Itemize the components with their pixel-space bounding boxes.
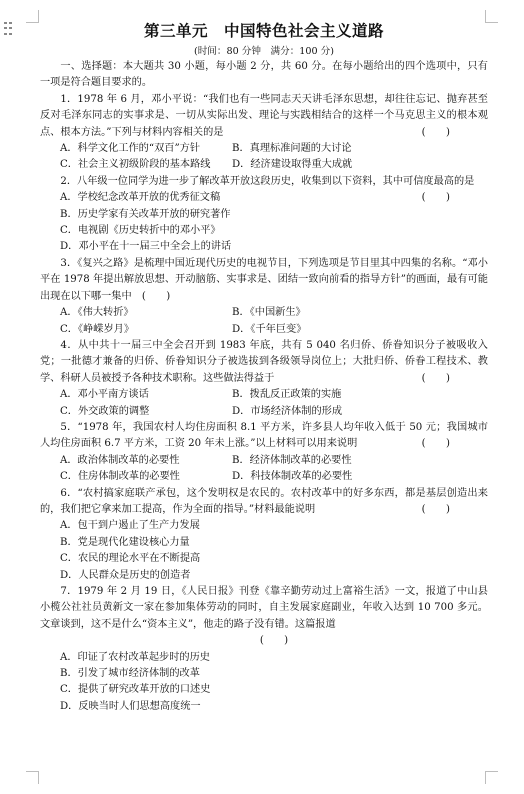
option-d[interactable]: D．科技体制改革的必要性 xyxy=(232,471,353,483)
question-3-options-row1 xyxy=(40,305,488,321)
question-3-stem: 3．《复兴之路》是梳理中国近现代历史的电视节目，下列选项是节目里其中四集的名称。“邓小平在 1978 年提出解放思想、开动脑筋、实事求是、团结一致向前看的指导方针”的画面，最有可能出现在以下哪一集中 ( ) xyxy=(40,257,488,302)
question-6-stem: 6．“农村搞家庭联产承包，这个发明权是农民的。农村改革中的好多东西，都是基层创造出来的，我们把它拿来加工提高，作为全面的指导。”材料最能说明 ( ) xyxy=(40,486,488,519)
answer-bracket: ( ) xyxy=(421,503,450,515)
option-b[interactable]: B．《中国新生》 xyxy=(232,307,306,319)
option-c[interactable]: C．农民的理论水平在不断提高 xyxy=(60,553,201,565)
question-4-stem: 4．从中共十一届三中全会召开到 1983 年底，共有 5 040 名归侨、侨眷知识分子被吸收入党；一批德才兼备的归侨、侨眷知识分子被选拔到各级领导岗位上；大批归侨、侨眷工程技术、教学、科研人员被授予各种技术职称。这些做法得益于 ( ) xyxy=(40,338,488,387)
question-5-options-row1 xyxy=(40,453,488,469)
crop-mark-top-left xyxy=(26,10,39,23)
option-d[interactable]: D．人民群众是历史的创造者 xyxy=(60,569,191,581)
option-b[interactable]: B．党是现代化建设核心力量 xyxy=(60,536,190,548)
answer-bracket: ( ) xyxy=(421,372,450,384)
option-d[interactable]: D．经济建设取得重大成就 xyxy=(232,159,353,171)
option-a[interactable]: A．邓小平南方谈话 xyxy=(60,389,149,401)
question-3-options-row2 xyxy=(40,322,488,338)
option-c[interactable]: C．《峥嵘岁月》 xyxy=(60,323,135,335)
option-a[interactable]: A．包干到户遏止了生产力发展 xyxy=(60,520,200,532)
page-title: 第三单元 中国特色社会主义道路 xyxy=(143,22,384,40)
option-d[interactable]: D．邓小平在十一届三中全会上的讲话 xyxy=(60,241,232,253)
option-d[interactable]: D．《千年巨变》 xyxy=(232,323,307,335)
answer-bracket: ( ) xyxy=(259,635,289,647)
question-7-stem: 7．1979 年 2 月 19 日，《人民日报》刊登《靠辛勤劳动过上富裕生活》一文，报道了中山县小榄公社社员黄新文一家在参加集体劳动的同时，自主发展家庭副业，年收入达到 10 700 多元。文章谈到，这不是什么“资本主义”，他走的路子没有错。这篇报道 xyxy=(40,586,488,630)
answer-bracket: ( ) xyxy=(421,438,450,450)
option-b[interactable]: B．历史学家有关改革开放的研究著作 xyxy=(60,208,231,220)
answer-bracket: ( ) xyxy=(421,192,450,204)
question-5-stem: 5．“1978 年，我国农村人均住房面积 8.1 平方米，许多县人均年收入低于 50 元；我国城市人均住房面积 6.7 平方米，工资 20 年未上涨。”以上材料可以用来说明 ( ) xyxy=(40,420,488,453)
question-1-options-row2 xyxy=(40,157,488,173)
crop-mark-bottom-right xyxy=(485,771,498,784)
section-intro: 一、选择题：本大题共 30 小题，每小题 2 分，共 60 分。在每小题给出的四个选项中，只有一项是符合题目要求的。 xyxy=(40,61,488,89)
option-a[interactable]: A．政治体制改革的必要性 xyxy=(60,454,180,466)
question-2-stem: 2．八年级一位同学为进一步了解改革开放这段历史，收集到以下资料，其中可信度最高的是 ( ) xyxy=(40,174,488,190)
option-b[interactable]: B．拨乱反正政策的实施 xyxy=(232,389,342,401)
option-a[interactable]: A．学校纪念改革开放的优秀征文稿 xyxy=(60,192,221,204)
option-c[interactable]: C．外交政策的调整 xyxy=(60,405,150,417)
question-1-options-row1 xyxy=(40,141,488,157)
document-body xyxy=(40,20,488,715)
question-4-options-row2 xyxy=(40,404,488,420)
drag-handle-icon[interactable] xyxy=(4,22,14,36)
option-c[interactable]: C．社会主义初级阶段的基本路线 xyxy=(60,159,211,171)
option-a[interactable]: A．印证了农村改革起步时的历史 xyxy=(60,651,210,663)
option-b[interactable]: B．真理标准问题的大讨论 xyxy=(232,143,352,155)
option-d[interactable]: D．市场经济体制的形成 xyxy=(232,405,343,417)
crop-mark-bottom-left xyxy=(26,771,39,784)
question-1-stem: 1．1978 年 6 月，邓小平说：“我们也有一些同志天天讲毛泽东思想，却往往忘记、抛弃甚至反对毛泽东同志的实事求是、一切从实际出发、理论与实践相结合的这样一个马克思主义的根本观点、根本方法。”下列与材料内容相关的是 ( ) xyxy=(40,92,488,141)
option-b[interactable]: B．经济体制改革的必要性 xyxy=(232,454,352,466)
option-c[interactable]: C．提供了研究改革开放的口述史 xyxy=(60,684,211,696)
option-a[interactable]: A．《伟大转折》 xyxy=(60,307,134,319)
option-b[interactable]: B．引发了城市经济体制的改革 xyxy=(60,668,200,680)
option-d[interactable]: D．反映当时人们思想高度统一 xyxy=(60,700,201,712)
option-c[interactable]: C．住房体制改革的必要性 xyxy=(60,471,180,483)
option-a[interactable]: A．科学文化工作的“双百”方针 xyxy=(60,143,201,155)
question-5-options-row2 xyxy=(40,469,488,485)
answer-bracket: ( ) xyxy=(421,126,450,138)
option-c[interactable]: C．电视剧《历史转折中的邓小平》 xyxy=(60,225,221,237)
exam-info: (时间：80 分钟 满分：100 分) xyxy=(193,46,335,57)
question-4-options-row1 xyxy=(40,387,488,403)
